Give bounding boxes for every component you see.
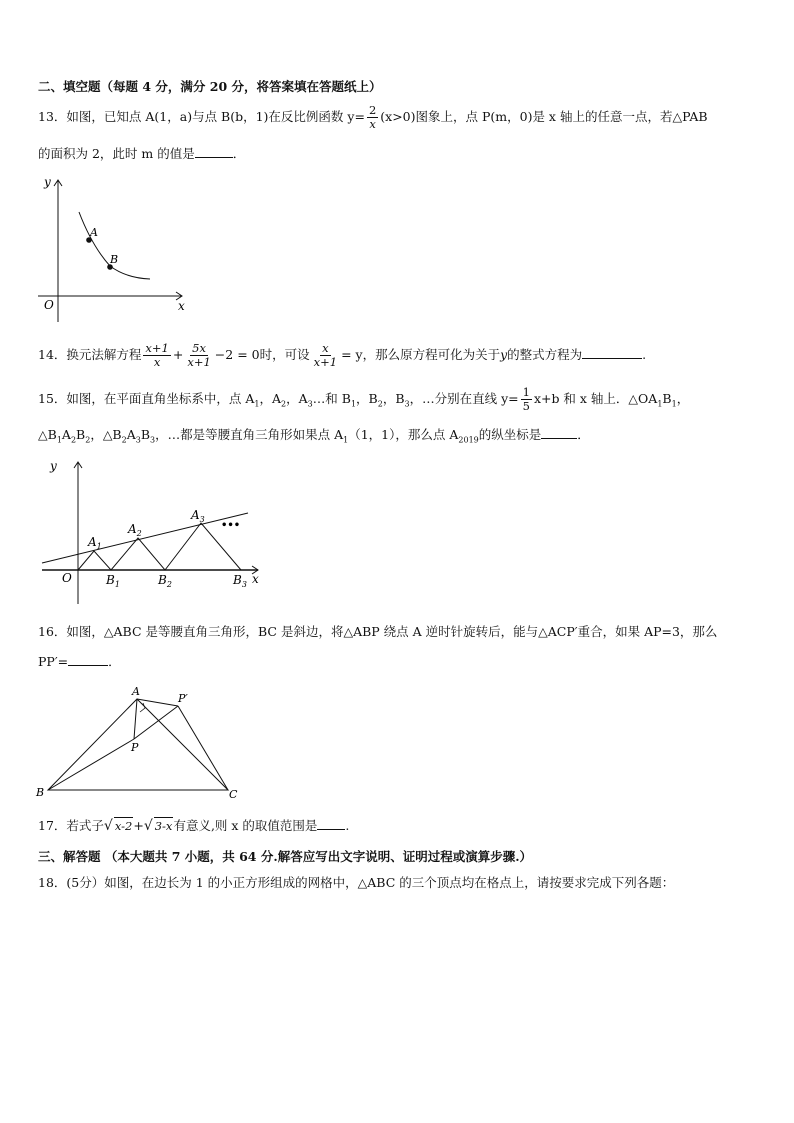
q15-label-b3: $B_3$ (233, 573, 247, 589)
q17-radicand-2: 3-x (154, 819, 173, 833)
q15-line-y (42, 513, 248, 563)
section-title-fill-in: 二、填空题（每题 4 分，满分 20 分，将答案填在答题纸上） (38, 79, 382, 94)
q15-answer-blank[interactable] (541, 428, 577, 439)
q16-label-a: A (132, 685, 140, 698)
q13-figure (30, 172, 195, 327)
q18-line: 18．(5分）如图，在边长为 1 的小正方形组成的网格中，△ABC 的三个顶点均在格点上，请按要求完成下列各题： (38, 875, 675, 890)
q13-text-b: (x>0)图象上，点 P(m，0)是 x 轴上的任意一点，若△PAB (380, 109, 708, 124)
q15-label-a3: $A_3$ (191, 508, 205, 524)
q13-answer-blank[interactable] (195, 147, 233, 158)
q15-label-x: x (252, 572, 259, 586)
q16-figure (32, 682, 247, 804)
q16-answer-blank[interactable] (68, 655, 108, 666)
q13-line1 (38, 104, 708, 131)
q16-segment-ap (134, 699, 137, 739)
q15-label-a2: $A_2$ (128, 522, 142, 538)
q15-label-y: y (50, 459, 57, 473)
q13-fraction: $\frac{2}{x}$ (368, 103, 377, 131)
q13-label-o: O (44, 298, 54, 312)
q14-fraction-1: $\frac{x+1}{x}$ (145, 341, 169, 369)
q17-answer-blank[interactable] (317, 819, 345, 830)
q13-label-a: A (90, 226, 98, 239)
q14-fraction-3: $\frac{x}{x+1}$ (313, 341, 338, 369)
q13-curve (79, 212, 150, 279)
section-title-solutions: 三、解答题 （本大题共 7 小题，共 64 分.解答应写出文字说明、证明过程或演算步骤.） (38, 849, 533, 864)
q17-radicand-1: x-2 (114, 819, 133, 833)
sqrt-icon: √ (143, 818, 153, 834)
q15-figure (36, 456, 266, 606)
q17-line: 17．若式子√ x-2+√ 3-x有意义,则 x 的取值范围是 . (38, 818, 350, 834)
q14-line: 14．换元法解方程 $\frac{x+1}{x}$ + $\frac{5x}{x+1}$ −2 = 0时，可设 $\frac{x}{x+1}$ = y，那么原方程可化为关于y的整式方程为 . (38, 341, 647, 369)
sqrt-icon: √ (103, 818, 113, 834)
q13-line2: 的面积为 2，此时 m 的值是 ． (38, 146, 246, 161)
q15-dots: ••• (221, 520, 241, 531)
q14-fraction-2: $\frac{5x}{x+1}$ (187, 341, 211, 369)
q15-line2: $\triangle B_1A_2B_2$，$\triangle B_2A_3B_3$，…都是等腰直角三角形如果点 $A_1(1$，1），那么点 $A_{2019}$的纵坐标是 ． (38, 427, 590, 445)
q16-line1: 16．如图，△ABC 是等腰直角三角形，BC 是斜边，将△ABP 绕点 A 逆时针旋转后，能与△ACP′重合，如果 AP=3，那么 (38, 624, 718, 639)
q15-label-o: O (62, 571, 72, 585)
q15-fraction: $\frac{1}{5}$ (522, 385, 530, 413)
q16-label-p: P (131, 741, 139, 754)
q13-label-y: y (44, 175, 51, 189)
q16-label-pp: P′ (178, 692, 188, 705)
q13-label-x: x (178, 299, 185, 313)
q16-label-c: C (229, 788, 238, 801)
q13-label-b: B (110, 253, 119, 266)
q15-label-a1: $A_1$ (88, 535, 102, 551)
q15-label-b2: $B_2$ (158, 573, 172, 589)
q13-text-a: 13．如图，已知点 A(1，a)与点 B(b，1)在反比例函数 y= (38, 109, 365, 124)
q15-line1: 15．如图，在平面直角坐标系中，点 $A_1$，$A_2$，$A_3\dots$和 $B_1$，$B_2$，$B_3$，…分别在直线 y= $\frac{1}{5}$ x+b 和 x 轴上．$\triangle OA_1B_1$， (38, 385, 690, 413)
q15-label-b1: $B_1$ (106, 573, 120, 589)
q16-line2: PP′= ． (38, 654, 121, 669)
q16-label-b: B (36, 786, 45, 799)
q15-triangles (78, 523, 241, 570)
q14-answer-blank[interactable] (582, 348, 642, 359)
